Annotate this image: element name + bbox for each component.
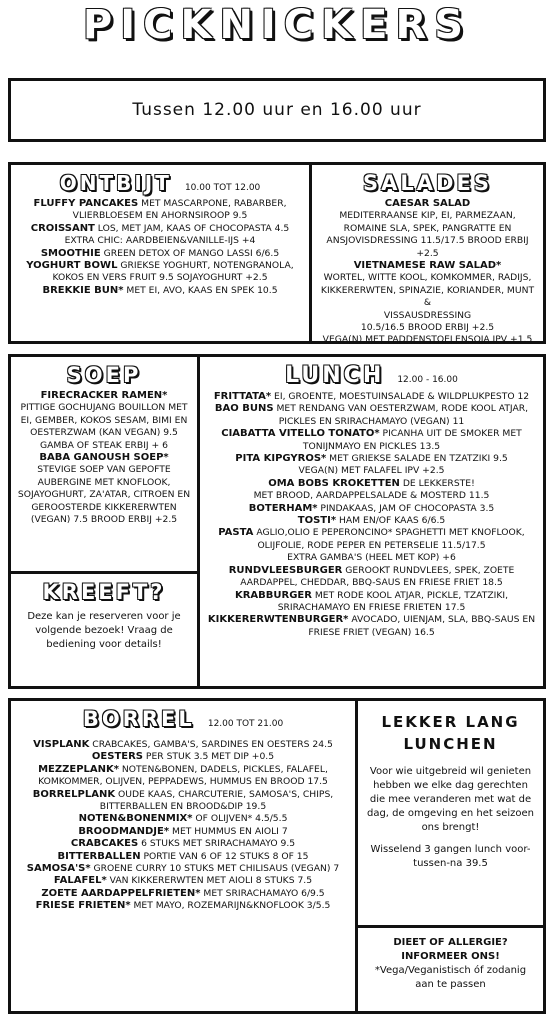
menu-item-desc: PER STUK 3.5 MET DIP +0.5 — [143, 751, 275, 763]
menu-item-name: KRABBURGER — [234, 589, 312, 601]
menu-item-desc: DE LEKKERSTE! — [399, 477, 475, 489]
menu-item-desc: KIKKERERWTEN, SPINAZIE, KORIANDER, MUNT & — [320, 284, 535, 309]
menu-item-desc: OLIJFOLIE, RODE PEPER EN PETERSELIE 11.5/17.5 — [257, 539, 486, 551]
menu-item-desc: PORTIE VAN 6 OF 12 STUKS 8 OF 15 — [140, 850, 309, 862]
menu-item — [17, 764, 349, 776]
menu-item-desc: TONIJNMAYO EN PICKLES 13.5 — [302, 440, 441, 452]
menu-item-desc: EXTRA GAMBA'S (HEEL MET KOP) +6 — [287, 552, 456, 564]
section-soep — [8, 354, 200, 574]
menu-item-desc: GROENE CURRY 10 STUKS MET CHILISAUS (VEGAN) 7 — [90, 863, 340, 875]
ontbijt-list — [17, 198, 303, 297]
menu-item-desc: HAM EN/OF KAAS 6/6.5 — [336, 515, 446, 527]
menu-item — [206, 465, 537, 477]
soep-title: SOEP — [66, 363, 142, 387]
menu-item — [17, 198, 303, 210]
section-lunch — [197, 354, 546, 689]
menu-item-desc: BITTERBALLEN EN BROOD&DIP 19.5 — [99, 801, 267, 813]
lunch-list — [206, 391, 537, 639]
menu-item-name: BROODMANDJE* — [78, 825, 170, 837]
opening-hours: Tussen 12.00 uur en 16.00 uur — [132, 100, 422, 120]
menu-item-desc: MET GRIEKSE SALADE EN TZATZIKI 9.5 — [326, 453, 508, 465]
menu-item-desc: 10.5/16.5 BROOD ERBIJ +2.5 — [360, 322, 495, 334]
menu-item-desc: MET RENDANG VAN OESTERZWAM, RODE KOOL ATJAR, — [273, 403, 529, 415]
menu-item-desc: AARDAPPEL, CHEDDAR, BBQ-SAUS EN FRIESE FRIET 18.5 — [240, 577, 503, 589]
menu-item — [206, 416, 537, 428]
menu-item — [318, 260, 537, 272]
menu-item-desc: GEROOSTERDE KIKKERERWTEN — [31, 501, 177, 513]
menu-item — [206, 515, 537, 527]
menu-item-desc: GAMBA OF STEAK ERBIJ + 6 — [39, 439, 169, 451]
menu-item — [318, 285, 537, 310]
menu-item-desc: GREEN DETOX OF MANGO LASSI 6/6.5 — [100, 247, 280, 259]
menu-item-desc: EXTRA CHIC: AARDBEIEN&VANILLE-IJS +4 — [64, 235, 256, 247]
brand-title: PICKNICKERS — [82, 2, 472, 48]
menu-item-name: PITA KIPGYROS* — [235, 453, 327, 465]
menu-item — [17, 223, 303, 235]
menu-item-name: FRIESE FRIETEN* — [35, 900, 131, 912]
menu-item-desc: PICKLES EN SRIRACHAMAYO (VEGAN) 11 — [278, 415, 465, 427]
menu-item-name: CIABATTA VITELLO TONATO* — [221, 428, 380, 440]
menu-item — [17, 440, 191, 452]
menu-item-name: RUNDVLEESBURGER — [228, 564, 343, 576]
menu-item-desc: ROMAINE SLA, SPEK, PANGRATTE EN — [343, 222, 512, 234]
menu-item — [17, 477, 191, 489]
menu-item — [17, 900, 349, 912]
menu-item — [17, 863, 349, 875]
menu-item-desc: EI, GEMBER, KOKOS SESAM, BIMI EN — [20, 414, 188, 426]
menu-item-desc: OESTERZWAM (KAN VEGAN) 9.5 — [30, 427, 178, 439]
menu-item-desc: GRIEKSE YOGHURT, NOTENGRANOLA, — [117, 260, 294, 272]
menu-item-desc: AGLIO,OLIO E PEPERONCINO* SPAGHETTI MET KNOFLOOK, — [253, 527, 525, 539]
dieet-text: *Vega/Veganistisch óf zodanig aan te passen — [374, 965, 527, 990]
menu-item — [206, 614, 537, 626]
menu-item — [318, 272, 537, 284]
menu-item-name: KIKKERERWTENBURGER* — [207, 614, 349, 626]
menu-item-name: MEZZEPLANK* — [38, 763, 120, 775]
section-dieet — [355, 925, 546, 1014]
menu-item — [318, 198, 537, 210]
dieet-title: DIEET OF ALLERGIE? INFORMEER ONS! — [393, 937, 508, 962]
menu-item-name: BAO BUNS — [214, 403, 274, 415]
menu-item — [17, 838, 349, 850]
menu-item-desc: VEGA(N) MET PADDENSTOELENSOJA IPV +1.5 — [322, 334, 533, 346]
menu-item — [17, 888, 349, 900]
menu-item — [206, 627, 537, 639]
menu-item — [206, 441, 537, 453]
salades-list — [318, 198, 537, 347]
menu-item — [17, 248, 303, 260]
menu-item-name: BORRELPLANK — [32, 788, 116, 800]
borrel-time: 12.00 TOT 21.00 — [207, 719, 284, 729]
menu-item — [17, 813, 349, 825]
menu-item — [17, 272, 303, 284]
menu-item-desc: 6 STUKS MET SRIRACHAMAYO 9.5 — [138, 838, 296, 850]
menu-item — [206, 540, 537, 552]
borrel-title: BORREL — [82, 707, 195, 731]
menu-item-name: OESTERS — [91, 751, 144, 763]
menu-item-desc: OUDE KAAS, CHARCUTERIE, SAMOSA'S, CHIPS, — [115, 788, 334, 800]
menu-item — [17, 875, 349, 887]
menu-item — [318, 210, 537, 222]
section-ontbijt — [8, 162, 312, 344]
menu-item — [17, 751, 349, 763]
menu-item-name: FLUFFY PANCAKES — [33, 198, 139, 209]
menu-item — [318, 334, 537, 346]
menu-item-desc: VAN KIKKERERWTEN MET AIOLI 8 STUKS 7.5 — [106, 875, 313, 887]
menu-item-name: CROISSANT — [30, 222, 95, 234]
lekker-footer: Wisselend 3 gangen lunch voor-tussen-na 39.5 — [370, 844, 531, 869]
menu-item-desc: AUBERGINE MET KNOFLOOK, — [37, 476, 171, 488]
menu-item-desc: KOMKOMMER, OLIJVEN, PEPPADEWS, HUMMUS EN BROOD 17.5 — [38, 776, 328, 788]
menu-item — [17, 452, 191, 464]
menu-item-desc: PITTIGE GOCHUJANG BOUILLON MET — [20, 402, 188, 414]
menu-item-desc: KOKOS EN VERS FRUIT 9.5 SOJAYOGHURT +2.5 — [52, 272, 268, 284]
menu-item — [17, 801, 349, 813]
menu-item — [206, 590, 537, 602]
menu-item-desc: ANSJOVISDRESSING 11.5/17.5 BROOD ERBIJ +2.5 — [326, 235, 529, 259]
menu-item — [17, 260, 303, 272]
menu-item — [206, 503, 537, 515]
salades-title: SALADES — [363, 171, 492, 195]
menu-item-name: YOGHURT BOWL — [26, 260, 118, 272]
section-kreeft — [8, 571, 200, 689]
menu-item — [206, 552, 537, 564]
menu-item — [206, 565, 537, 577]
ontbijt-title: ONTBIJT — [59, 171, 172, 195]
menu-item-name: CAESAR SALAD — [384, 198, 471, 209]
menu-item — [17, 427, 191, 439]
menu-item-name: FRITTATA* — [213, 391, 272, 402]
menu-item — [206, 602, 537, 614]
menu-item-desc: MEDITERRAANSE KIP, EI, PARMEZAAN, — [339, 210, 516, 222]
menu-item-desc: NOTEN&BONEN, DADELS, PICKLES, FALAFEL, — [119, 763, 328, 775]
menu-item-desc: SRIRACHAMAYO EN FRIESE FRIETEN 17.5 — [277, 601, 466, 613]
menu-item — [17, 285, 303, 297]
lekker-text: Voor wie uitgebreid wil genieten hebben we elke dag gerechten die mee veranderen met wat de dag, de omgeving en het seizoen ons brengt! — [366, 766, 535, 833]
menu-item — [17, 776, 349, 788]
section-lekker-lang-lunchen — [355, 698, 546, 928]
menu-item — [206, 403, 537, 415]
menu-item-desc: STEVIGE SOEP VAN GEPOFTE — [37, 464, 171, 476]
menu-item — [318, 223, 537, 235]
section-salades — [309, 162, 546, 344]
menu-item-desc: VEGA(N) MET FALAFEL IPV +2.5 — [298, 465, 445, 477]
menu-item-name: VISPLANK — [33, 739, 90, 750]
menu-item — [17, 402, 191, 414]
menu-item-name: NOTEN&BONENMIX* — [78, 813, 193, 825]
menu-item-name: CRABCAKES — [70, 838, 139, 850]
menu-item-desc: GEROOKT RUNDVLEES, SPEK, ZOETE — [342, 564, 515, 576]
menu-item-name: FALAFEL* — [53, 875, 107, 887]
menu-item-name: SAMOSA'S* — [26, 863, 91, 875]
menu-item-desc: CRABCAKES, GAMBA'S, SARDINES EN OESTERS 24.5 — [89, 739, 333, 750]
menu-item-name: OMA BOBS KROKETTEN — [268, 477, 400, 489]
menu-item-name: BITTERBALLEN — [57, 850, 141, 862]
menu-item — [206, 478, 537, 490]
borrel-list — [17, 739, 349, 913]
menu-item-desc: MET BROOD, AARDAPPELSALADE & MOSTERD 11.5 — [253, 490, 490, 502]
menu-item-desc: MET MAYO, ROZEMARIJN&KNOFLOOK 3/5.5 — [130, 900, 331, 912]
menu-item-desc: AVOCADO, UIENJAM, SLA, BBQ-SAUS EN — [348, 614, 536, 626]
menu-item — [17, 210, 303, 222]
menu-item — [17, 489, 191, 501]
menu-item-desc: MET HUMMUS EN AIOLI 7 — [169, 825, 288, 837]
ontbijt-time: 10.00 TOT 12.00 — [184, 183, 261, 193]
menu-item-desc: OF OLIJVEN* 4.5/5.5 — [192, 813, 288, 825]
menu-item — [17, 851, 349, 863]
menu-item-desc: MET MASCARPONE, RABARBER, — [138, 198, 287, 209]
opening-hours-box — [8, 78, 546, 142]
menu-item-name: BOTERHAM* — [248, 502, 318, 514]
menu-item-desc: PINDAKAAS, JAM OF CHOCOPASTA 3.5 — [317, 502, 495, 514]
kreeft-text: Deze kan je reserveren voor je volgende bezoek! Vraag de bediening voor details! — [27, 611, 181, 650]
menu-item — [206, 490, 537, 502]
menu-item-desc: LOS, MET JAM, KAAS OF CHOCOPASTA 4.5 — [94, 222, 290, 234]
lunch-time: 12.00 - 16.00 — [397, 375, 458, 385]
menu-item — [17, 415, 191, 427]
menu-item — [206, 428, 537, 440]
menu-item — [17, 514, 191, 526]
menu-item-name: VIETNAMESE RAW SALAD* — [353, 260, 502, 272]
menu-item-desc: (VEGAN) 7.5 BROOD ERBIJ +2.5 — [30, 514, 178, 526]
menu-item-desc: MET SRIRACHAMAYO 6/9.5 — [200, 887, 325, 899]
menu-item — [318, 322, 537, 334]
menu-item — [17, 826, 349, 838]
menu-item — [17, 464, 191, 476]
menu-item-name: BREKKIE BUN* — [42, 284, 124, 296]
menu-item-name: ZOETE AARDAPPELFRIETEN* — [41, 887, 201, 899]
menu-item — [17, 235, 303, 247]
menu-item — [206, 453, 537, 465]
menu-item — [17, 502, 191, 514]
menu-item — [206, 391, 537, 403]
menu-item — [318, 235, 537, 260]
menu-item-desc: SOJAYOGHURT, ZA'ATAR, CITROEN EN — [17, 489, 191, 501]
menu-item-desc: VISSAUSDRESSING — [383, 309, 472, 321]
menu-item — [17, 390, 191, 402]
menu-item-desc: PICANHA UIT DE SMOKER MET — [379, 428, 522, 440]
lunch-title: LUNCH — [285, 363, 385, 388]
menu-item — [318, 310, 537, 322]
menu-item-desc: MET RODE KOOL ATJAR, PICKLE, TZATZIKI, — [311, 589, 509, 601]
soep-list — [17, 390, 191, 526]
menu-item — [206, 577, 537, 589]
menu-item-name: PASTA — [218, 527, 254, 539]
section-borrel — [8, 698, 358, 1014]
menu-item-desc: EI, GROENTE, MOESTUINSALADE & WILDPLUKPESTO 12 — [271, 391, 530, 402]
menu-item — [206, 527, 537, 539]
menu-item — [17, 739, 349, 751]
menu-item-desc: WORTEL, WITTE KOOL, KOMKOMMER, RADIJS, — [323, 272, 532, 284]
lekker-title: LEKKER LANG LUNCHEN — [381, 713, 520, 753]
menu-item-desc: MET EI, AVO, KAAS EN SPEK 10.5 — [123, 284, 278, 296]
menu-item — [17, 789, 349, 801]
kreeft-title: KREEFT? — [42, 580, 166, 604]
menu-item-name: FIRECRACKER RAMEN* — [40, 390, 168, 401]
menu-item-desc: VLIERBLOESEM EN AHORNSIROOP 9.5 — [72, 210, 248, 222]
menu-item-desc: FRIESE FRIET (VEGAN) 16.5 — [308, 626, 435, 638]
menu-item-name: BABA GANOUSH SOEP* — [39, 452, 169, 464]
menu-item-name: TOSTI* — [297, 515, 337, 527]
menu-item-name: SMOOTHIE — [40, 247, 101, 259]
